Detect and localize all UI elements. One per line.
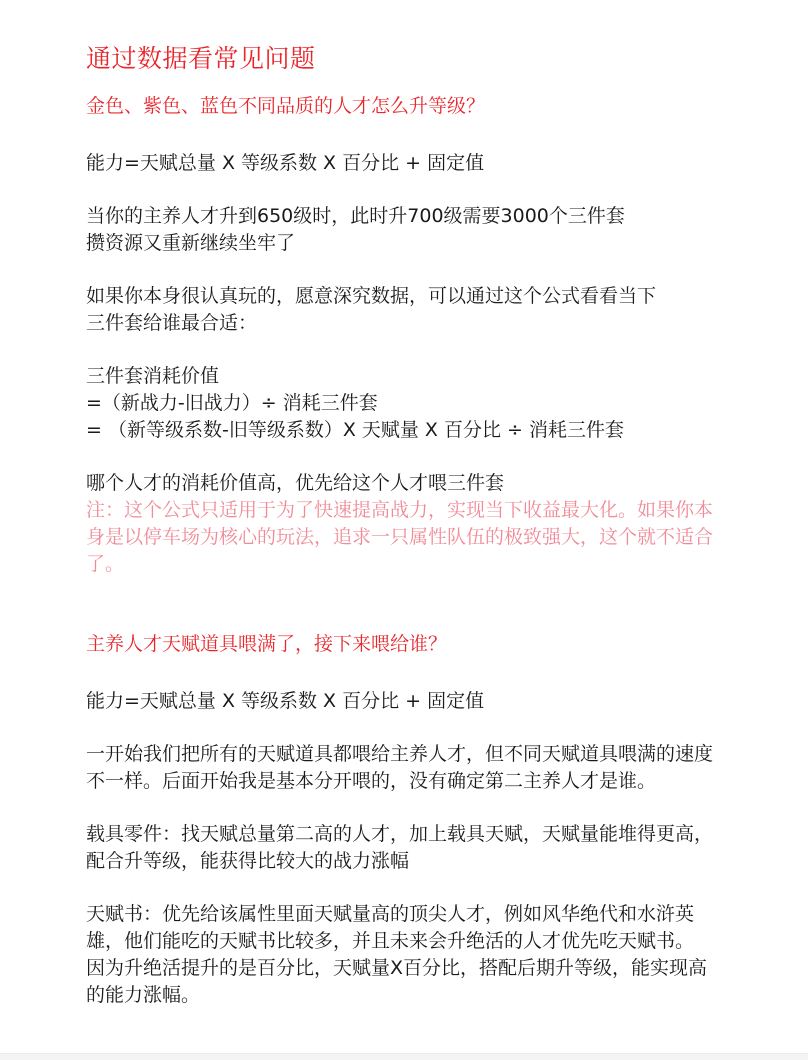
section-spacer <box>86 578 726 630</box>
section2-para4: 因为升绝活提升的是百分比，天赋量X百分比，搭配后期升等级，能实现高的能力涨幅。 <box>86 957 708 1006</box>
section2-para3: 天赋书：优先给该属性里面天赋量高的顶尖人才，例如风华绝代和水浒英雄，他们能吃的天赋书比较多，并且未来会升绝活的人才优先吃天赋书。 <box>86 903 695 952</box>
section1-formula: 能力=天赋总量 X 等级系数 X 百分比 + 固定值 <box>86 152 485 174</box>
section1-note: 注：这个公式只适用于为了快速提高战力，实现当下收益最大化。如果你本身是以停车场为核心的玩法，追求一只属性队伍的极致强大，这个就不适合了。 <box>86 499 714 575</box>
document-page <box>86 40 726 1035</box>
section1-value-block: 三件套消耗价值 =（新战力-旧战力）÷ 消耗三件套 = （新等级系数-旧等级系数）X 天赋量 X 百分比 ÷ 消耗三件套 <box>86 365 624 441</box>
page-title: 通过数据看常见问题 <box>86 44 316 73</box>
section1-para2: 如果你本身很认真玩的，愿意深究数据，可以通过这个公式看看当下 三件套给谁最合适： <box>86 285 657 334</box>
section1-para1: 当你的主养人才升到650级时，此时升700级需要3000个三件套 攒资源又重新继续坐牢了 <box>86 205 625 254</box>
section2-formula: 能力=天赋总量 X 等级系数 X 百分比 + 固定值 <box>86 690 485 712</box>
section2-para2: 载具零件：找天赋总量第二高的人才，加上载具天赋，天赋量能堆得更高，配合升等级，能获得比较大的战力涨幅 <box>86 823 714 872</box>
section1-para3: 哪个人才的消耗价值高，优先给这个人才喂三件套 <box>86 472 505 494</box>
section2-heading: 主养人才天赋道具喂满了，接下来喂给谁？ <box>86 633 448 655</box>
bottom-divider <box>0 1053 808 1060</box>
section1-heading: 金色、紫色、蓝色不同品质的人才怎么升等级？ <box>86 95 486 117</box>
section2-para1: 一开始我们把所有的天赋道具都喂给主养人才，但不同天赋道具喂满的速度不一样。后面开始我是基本分开喂的，没有确定第二主养人才是谁。 <box>86 743 714 792</box>
